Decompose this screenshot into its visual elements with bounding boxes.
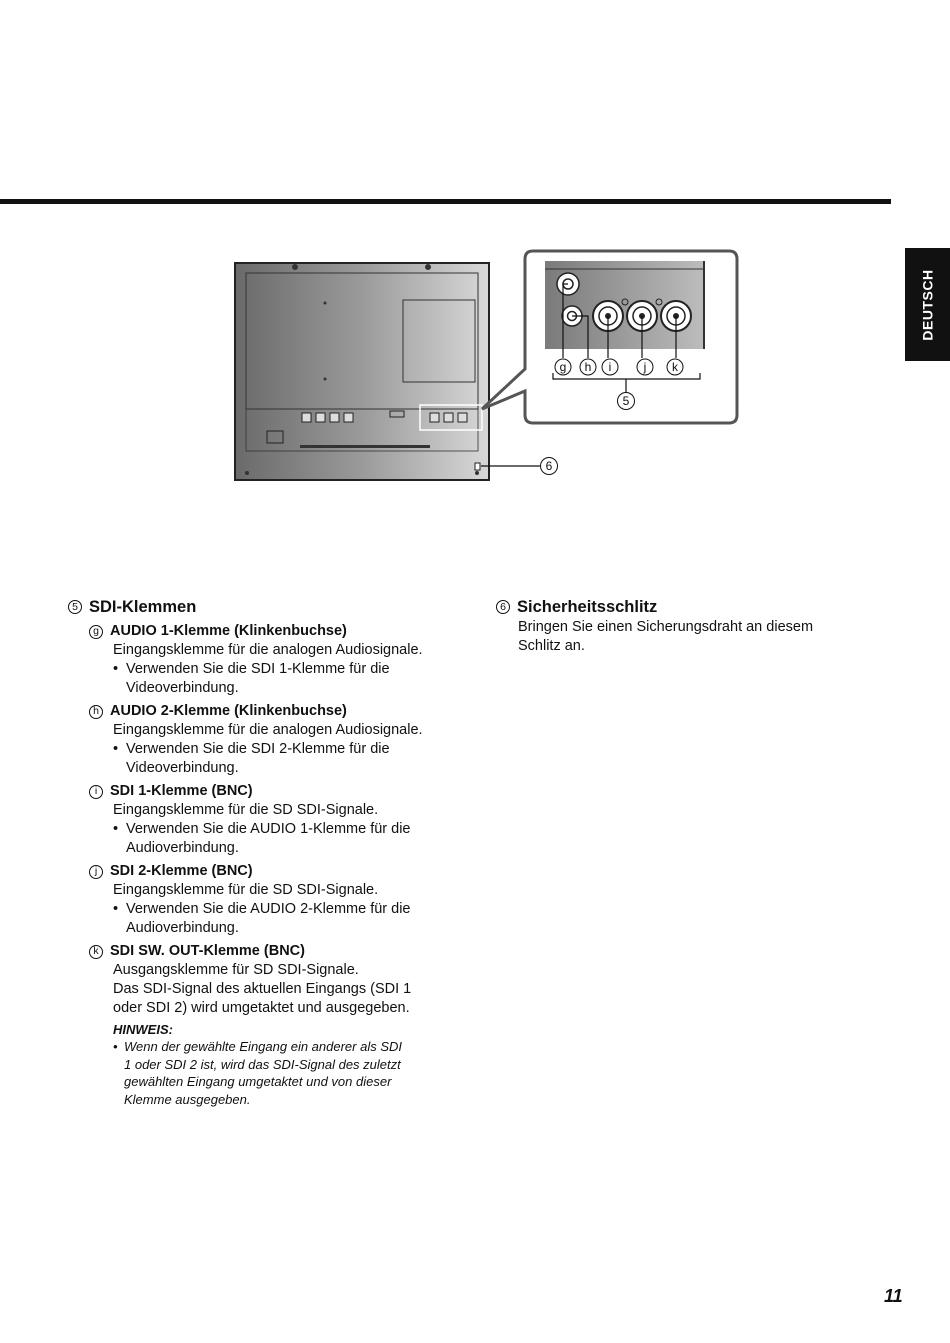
item-title: SDI 2-Klemme (BNC) [110, 863, 253, 879]
page-number: 11 [884, 1286, 903, 1306]
item-text: Eingangsklemme für die analogen Audiosignale. [113, 642, 423, 658]
callout-k [667, 359, 683, 375]
item-sdi-sw-out [89, 942, 468, 1108]
note-title: HINWEIS: [113, 1022, 173, 1037]
item-text: Eingangsklemme für die analogen Audiosignale. [113, 722, 423, 738]
security-heading [496, 596, 856, 618]
item-text: Eingangsklemme für die SD SDI-Signale. [113, 802, 379, 818]
callout-5 [618, 393, 635, 410]
item-sdi2 [89, 862, 468, 938]
svg-text:5: 5 [622, 394, 630, 408]
svg-text:i: i [608, 360, 612, 374]
item-text: Eingangsklemme für die SD SDI-Signale. [113, 882, 379, 898]
item-title: SDI SW. OUT-Klemme (BNC) [110, 943, 305, 959]
callout-i [602, 359, 618, 375]
top-rule [0, 199, 891, 204]
item-text: Das SDI-Signal des aktuellen Eingangs (SDI 1 [113, 981, 412, 997]
item-letter: i [89, 785, 103, 799]
sdi-section [68, 596, 468, 1108]
item-title: AUDIO 1-Klemme (Klinkenbuchse) [110, 623, 347, 639]
item-title: AUDIO 2-Klemme (Klinkenbuchse) [110, 703, 347, 719]
section-number: 6 [496, 600, 510, 614]
item-text: oder SDI 2) wird umgetaktet und ausgegeben. [113, 1000, 410, 1016]
callout-6 [541, 458, 558, 475]
language-tab-label: DEUTSCH [919, 268, 936, 341]
svg-text:g: g [559, 360, 567, 374]
svg-text:6: 6 [545, 459, 553, 473]
item-letter: j [89, 865, 103, 879]
sdi-heading [68, 596, 468, 618]
item-bullet: • Verwenden Sie die SDI 2-Klemme für die Videoverbindung. [113, 741, 390, 776]
section-title: SDI-Klemmen [89, 598, 197, 616]
section-number: 5 [68, 600, 82, 614]
item-sdi1 [89, 782, 468, 858]
callout-j [637, 359, 653, 375]
security-section [496, 596, 856, 656]
item-letter: k [89, 945, 103, 959]
rear-panel-figure [230, 245, 750, 490]
item-text: Ausgangsklemme für SD SDI-Signale. [113, 962, 359, 978]
callout-g [555, 359, 571, 375]
callout-h [580, 359, 596, 375]
svg-text:k: k [672, 360, 678, 374]
item-bullet: • Verwenden Sie die SDI 1-Klemme für die Videoverbindung. [113, 661, 390, 696]
note-text: • Wenn der gewählte Eingang ein anderer als SDI 1 oder SDI 2 ist, wird das SDI-Signal des zuletzt gewählten Eingang umgetaktet und von dieser Klemme ausgegeben. [113, 1039, 402, 1107]
svg-text:h: h [584, 360, 592, 374]
section-title: Sicherheitsschlitz [517, 598, 658, 616]
item-audio1 [89, 622, 468, 698]
language-tab [905, 248, 950, 361]
svg-text:j: j [643, 360, 647, 374]
monitor-rear [235, 263, 489, 480]
security-text: Bringen Sie einen Sicherungsdraht an diesem Schlitz an. [518, 619, 814, 654]
item-bullet: • Verwenden Sie die AUDIO 1-Klemme für die Audioverbindung. [113, 821, 411, 856]
item-audio2 [89, 702, 468, 778]
item-bullet: • Verwenden Sie die AUDIO 2-Klemme für die Audioverbindung. [113, 901, 411, 936]
item-title: SDI 1-Klemme (BNC) [110, 783, 253, 799]
item-letter: g [89, 625, 103, 639]
item-letter: h [89, 705, 103, 719]
